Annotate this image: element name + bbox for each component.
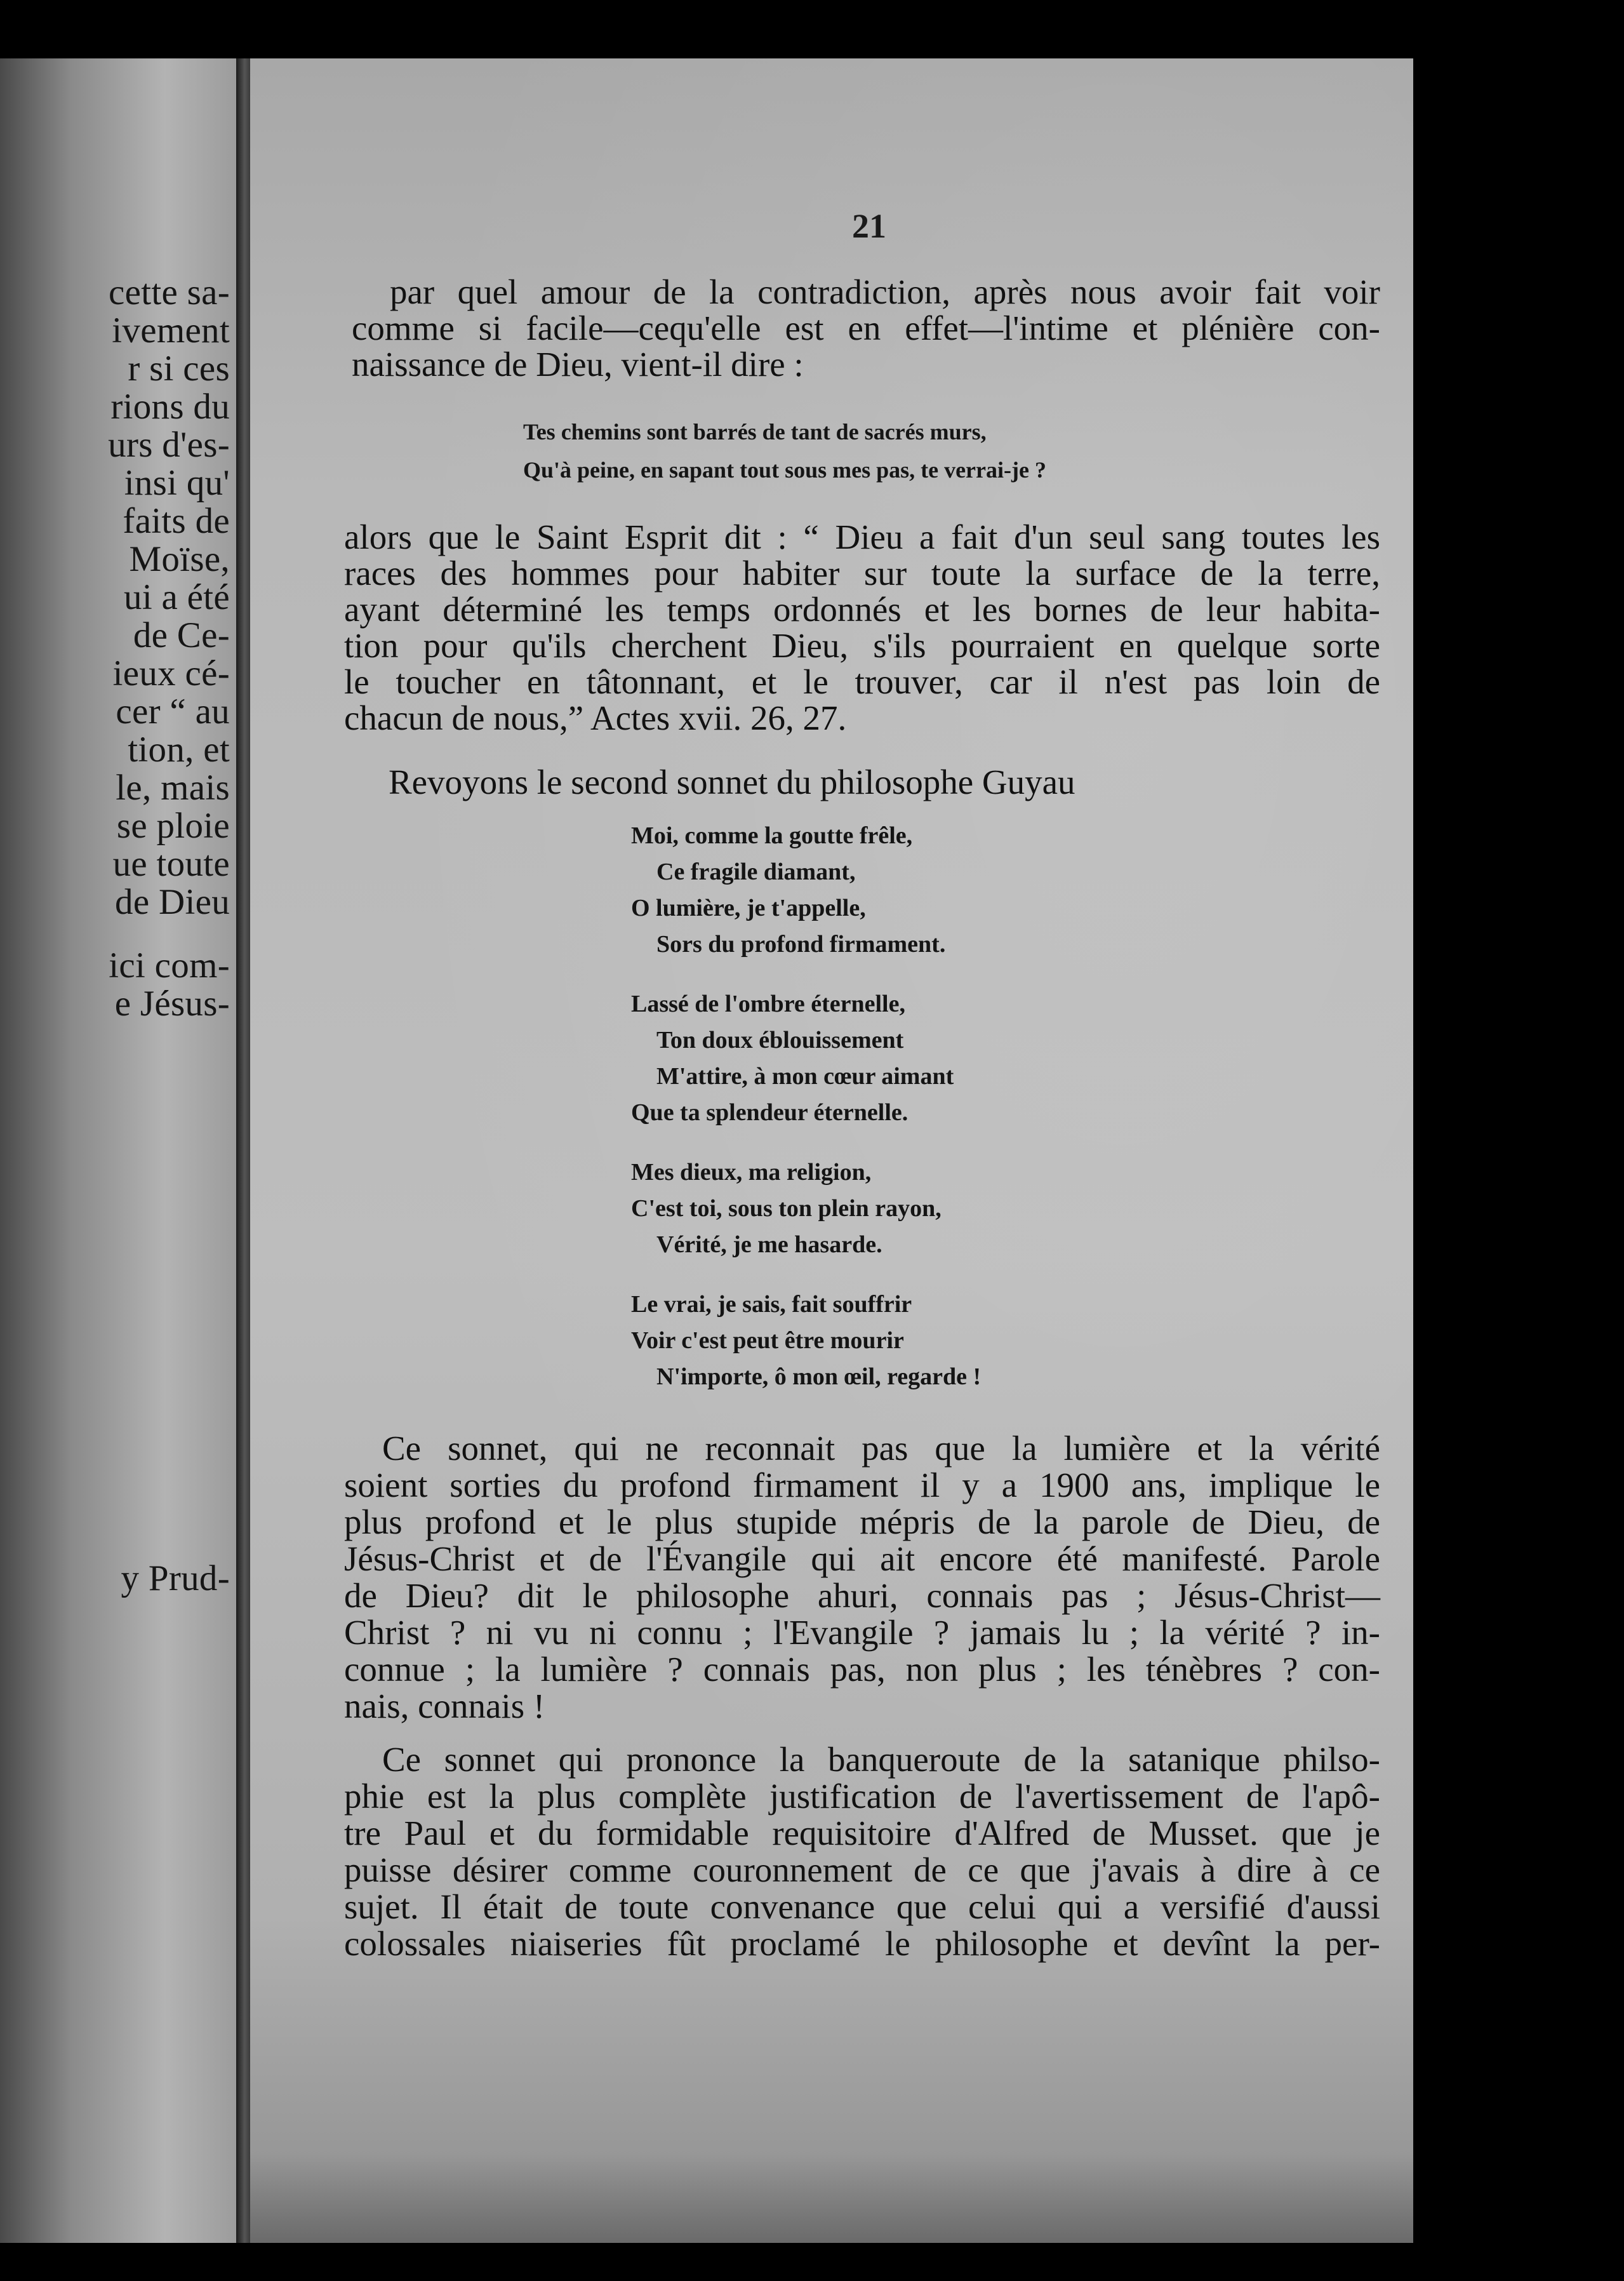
text-line: Christ ? ni vu ni connu ; l'Evangile ? jamais lu ; la vérité ? in- xyxy=(344,1613,1380,1652)
left-page-line: cette sa- xyxy=(109,272,230,312)
sonnet-line: Mes dieux, ma religion, xyxy=(631,1159,872,1186)
sonnet-line: O lumière, je t'appelle, xyxy=(631,895,866,921)
left-page-line: se ploie xyxy=(116,806,230,846)
left-page-line: insi qu' xyxy=(124,463,230,503)
paragraph-conclusion xyxy=(344,1741,1380,1962)
verse-line: Qu'à peine, en sapant tout sous mes pas, te verrai-je ? xyxy=(523,457,1046,483)
text-line: de Dieu? dit le philosophe ahuri, connais pas ; Jésus-Christ— xyxy=(344,1576,1380,1615)
sonnet-line: Que ta splendeur éternelle. xyxy=(631,1099,909,1126)
text-line: le toucher en tâtonnant, et le trouver, car il n'est pas loin de xyxy=(344,662,1380,701)
left-page-line: Moïse, xyxy=(129,539,230,579)
verse-line: Tes chemins sont barrés de tant de sacrés murs, xyxy=(523,419,987,445)
text-line: chacun de nous,” Actes xvii. 26, 27. xyxy=(344,699,847,737)
sonnet-line: Voir c'est peut être mourir xyxy=(631,1327,904,1354)
sonnet-line: N'importe, ô mon œil, regarde ! xyxy=(656,1363,982,1390)
left-page-line: rions du xyxy=(110,387,230,427)
paragraph-intro xyxy=(352,274,1380,382)
text-line: comme si facile—cequ'elle est en effet—l'intime et plénière con- xyxy=(352,309,1380,347)
text-line: races des hommes pour habiter sur toute la surface de la terre, xyxy=(344,554,1380,592)
previous-page-fragment xyxy=(0,58,236,2243)
text-line: nais, connais ! xyxy=(344,1687,545,1725)
sonnet-line: Vérité, je me hasarde. xyxy=(656,1231,882,1258)
text-line: colossales niaiseries fût proclamé le philosophe et devînt la per- xyxy=(344,1924,1380,1963)
text-line: plus profond et le plus stupide mépris de la parole de Dieu, de xyxy=(344,1502,1380,1541)
text-line: Ce sonnet, qui ne reconnait pas que la lumière et la vérité xyxy=(382,1429,1380,1468)
left-page-line: e Jésus- xyxy=(114,984,230,1024)
sonnet-line: Ton doux éblouissement xyxy=(656,1027,904,1054)
text-line: tre Paul et du formidable requisitoire d'Alfred de Musset. que je xyxy=(344,1814,1380,1852)
sonnet-line: Le vrai, je sais, fait souffrir xyxy=(631,1291,912,1318)
left-page-line: ui a été xyxy=(124,577,230,617)
sonnet-line: C'est toi, sous ton plein rayon, xyxy=(631,1195,942,1222)
text-line: tion pour qu'ils cherchent Dieu, s'ils pourraient en quelque sorte xyxy=(344,626,1380,665)
text-line: puisse désirer comme couronnement de ce que j'avais à dire à ce xyxy=(344,1850,1380,1889)
left-page-line: de Dieu xyxy=(115,882,230,922)
page-21 xyxy=(250,58,1413,2243)
text-line: naissance de Dieu, vient-il dire : xyxy=(352,345,804,384)
left-page-line: cer “ au xyxy=(116,692,230,732)
left-page-line: y Prud- xyxy=(121,1558,230,1598)
text-line: alors que le Saint Esprit dit : “ Dieu a fait d'un seul sang toutes les xyxy=(344,518,1380,556)
text-line: par quel amour de la contradiction, après nous avoir fait voir xyxy=(390,272,1380,311)
text-line: soient sorties du profond firmament il y a 1900 ans, implique le xyxy=(344,1466,1380,1504)
page-number: 21 xyxy=(852,207,886,245)
left-page-line: de Ce- xyxy=(133,615,230,655)
left-page-line: ivement xyxy=(112,311,230,351)
text-line: Ce sonnet qui prononce la banqueroute de la satanique philso- xyxy=(382,1740,1380,1779)
sonnet-line: M'attire, à mon cœur aimant xyxy=(656,1063,954,1090)
left-page-line: ieux cé- xyxy=(112,653,230,693)
left-page-line: faits de xyxy=(123,501,230,541)
sonnet-line: Sors du profond firmament. xyxy=(656,931,946,958)
text-line: ayant déterminé les temps ordonnés et les bornes de leur habita- xyxy=(344,590,1380,629)
paragraph-scripture xyxy=(344,519,1380,736)
text-line: connue ; la lumière ? connais pas, non plus ; les ténèbres ? con- xyxy=(344,1650,1380,1689)
sonnet-line: Lassé de l'ombre éternelle, xyxy=(631,991,905,1017)
text-line: phie est la plus complète justification de l'avertissement de l'apô- xyxy=(344,1777,1380,1816)
left-page-line: tion, et xyxy=(128,730,230,770)
left-page-line: le, mais xyxy=(116,768,230,808)
left-page-line: ici com- xyxy=(109,946,230,986)
left-page-line: ue toute xyxy=(112,844,230,884)
sonnet-line: Moi, comme la goutte frêle, xyxy=(631,822,913,849)
sonnet-line: Ce fragile diamant, xyxy=(656,859,856,885)
paragraph-critique xyxy=(344,1430,1380,1725)
left-page-line: r si ces xyxy=(128,349,230,389)
left-page-line: urs d'es- xyxy=(108,425,230,465)
text-line: Jésus-Christ et de l'Évangile qui ait encore été manifesté. Parole xyxy=(344,1539,1380,1578)
book-gutter xyxy=(236,58,250,2243)
page-bottom-shadow xyxy=(250,2154,1413,2243)
text-line: sujet. Il était de toute convenance que celui qui a versifié d'aussi xyxy=(344,1887,1380,1926)
sonnet-intro: Revoyons le second sonnet du philosophe Guyau xyxy=(389,763,1075,801)
